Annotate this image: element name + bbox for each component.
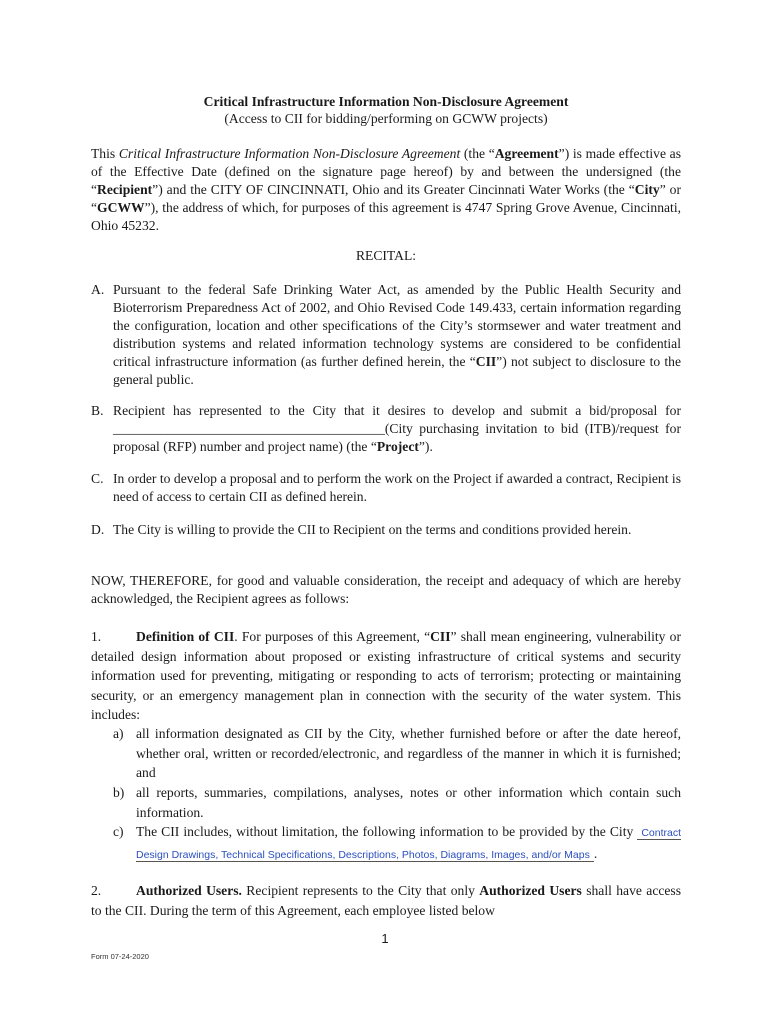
recital-item-c [91, 470, 681, 506]
section-heading: Authorized Users. [136, 883, 242, 898]
document-subtitle: (Access to CII for bidding/performing on GCWW projects) [224, 111, 548, 126]
agreement-name: Critical Infrastructure Information Non-Disclosure Agreement [118, 146, 461, 161]
list-label: c) [113, 824, 124, 839]
recital-text: The City is willing to provide the CII to Recipient on the terms and conditions provided herein. [113, 522, 632, 537]
city-term: City [634, 182, 660, 197]
definition-item-a [113, 724, 681, 783]
list-label: a) [113, 726, 124, 741]
form-version-label: Form 07-24-2020 [91, 952, 149, 961]
definition-item-c [113, 822, 681, 865]
recital-item-b [91, 402, 681, 456]
agreement-term: Agreement [494, 146, 559, 161]
gcww-term: GCWW [97, 200, 145, 215]
recipient-term: Recipient [97, 182, 153, 197]
section-1-definition: 1. Definition of CII. For purposes of this Agreement, “CII” shall mean engineering, vulnerability or detailed design information about proposed or existing infrastructure of critical systems and security information used for preventing, mitigating or responding to acts of terrorism; protecting or maintaining security, or an emergency management plan in connection with the security of the water system. This includes: [91, 629, 681, 722]
recital-label: A. [91, 282, 105, 297]
section-heading: Definition of CII [136, 629, 235, 644]
recital-text: Recipient has represented to the City that it desires to develop and submit a bid/proposal for ________________________________________(City purchasing invitation to bid (ITB)/request for proposal (RFP) number and project name) (the “Project”). [113, 403, 681, 454]
recital-item-d [91, 521, 681, 539]
recital-text: Pursuant to the federal Safe Drinking Water Act, as amended by the Public Health Security and Bioterrorism Preparedness Act of 2002, and Ohio Revised Code 149.433, certain information regarding the configuration, location and other specifications of the City’s stormsewer and water treatment and distribution systems and related information technology systems are considered to be confidential critical infrastructure information (as further defined herein, the “CII”) not subject to disclosure to the general public. [113, 282, 682, 387]
list-text: all information designated as CII by the City, whether furnished before or after the date hereof, whether oral, written or recorded/electronic, and regardless of the manner in which it is furnished; and [136, 726, 681, 780]
list-text: The CII includes, without limitation, the following information to be provided by the City Contract Design Drawings, Technical Specifications, Descriptions, Photos, Diagrams, Images, and/or Maps . [136, 824, 681, 861]
recital-text: In order to develop a proposal and to perform the work on the Project if awarded a contract, Recipient is need of access to certain CII as defined herein. [113, 471, 681, 504]
intro-paragraph: This Critical Infrastructure Information Non-Disclosure Agreement (the “Agreement”) is made effective as of the Effective Date (defined on the signature page hereof) by and between the undersigned (the “Recipient”) and the CITY OF CINCINNATI, Ohio and its Greater Cincinnati Water Works (the “City” or “GCWW”), the address of which, for purposes of this agreement is 4747 Spring Grove Avenue, Cincinnati, Ohio 45232. [91, 146, 681, 233]
recital-label: D. [91, 522, 105, 537]
list-text: all reports, summaries, compilations, analyses, notes or other information which contain such information. [136, 785, 681, 820]
cii-description-field[interactable]: Contract Design Drawings, Technical Specifications, Descriptions, Photos, Diagrams, Images, and/or Maps [136, 827, 681, 861]
section-number: 2. [91, 883, 102, 898]
list-label: b) [113, 785, 125, 800]
recital-item-a [91, 281, 681, 389]
recital-label: B. [91, 403, 104, 418]
recital-heading: RECITAL: [355, 248, 417, 263]
recital-label: C. [91, 471, 104, 486]
page-number: 1 [381, 931, 389, 946]
section-number: 1. [91, 629, 102, 644]
now-therefore-paragraph: NOW, THEREFORE, for good and valuable consideration, the receipt and adequacy of which are hereby acknowledged, the Recipient agrees as follows: [91, 573, 681, 606]
definition-item-b [113, 783, 681, 822]
section-2-authorized-users: 2. Authorized Users. Recipient represents to the City that only Authorized Users shall have access to the CII. During the term of this Agreement, each employee listed below [91, 883, 681, 918]
document-title: Critical Infrastructure Information Non-Disclosure Agreement [203, 94, 569, 109]
